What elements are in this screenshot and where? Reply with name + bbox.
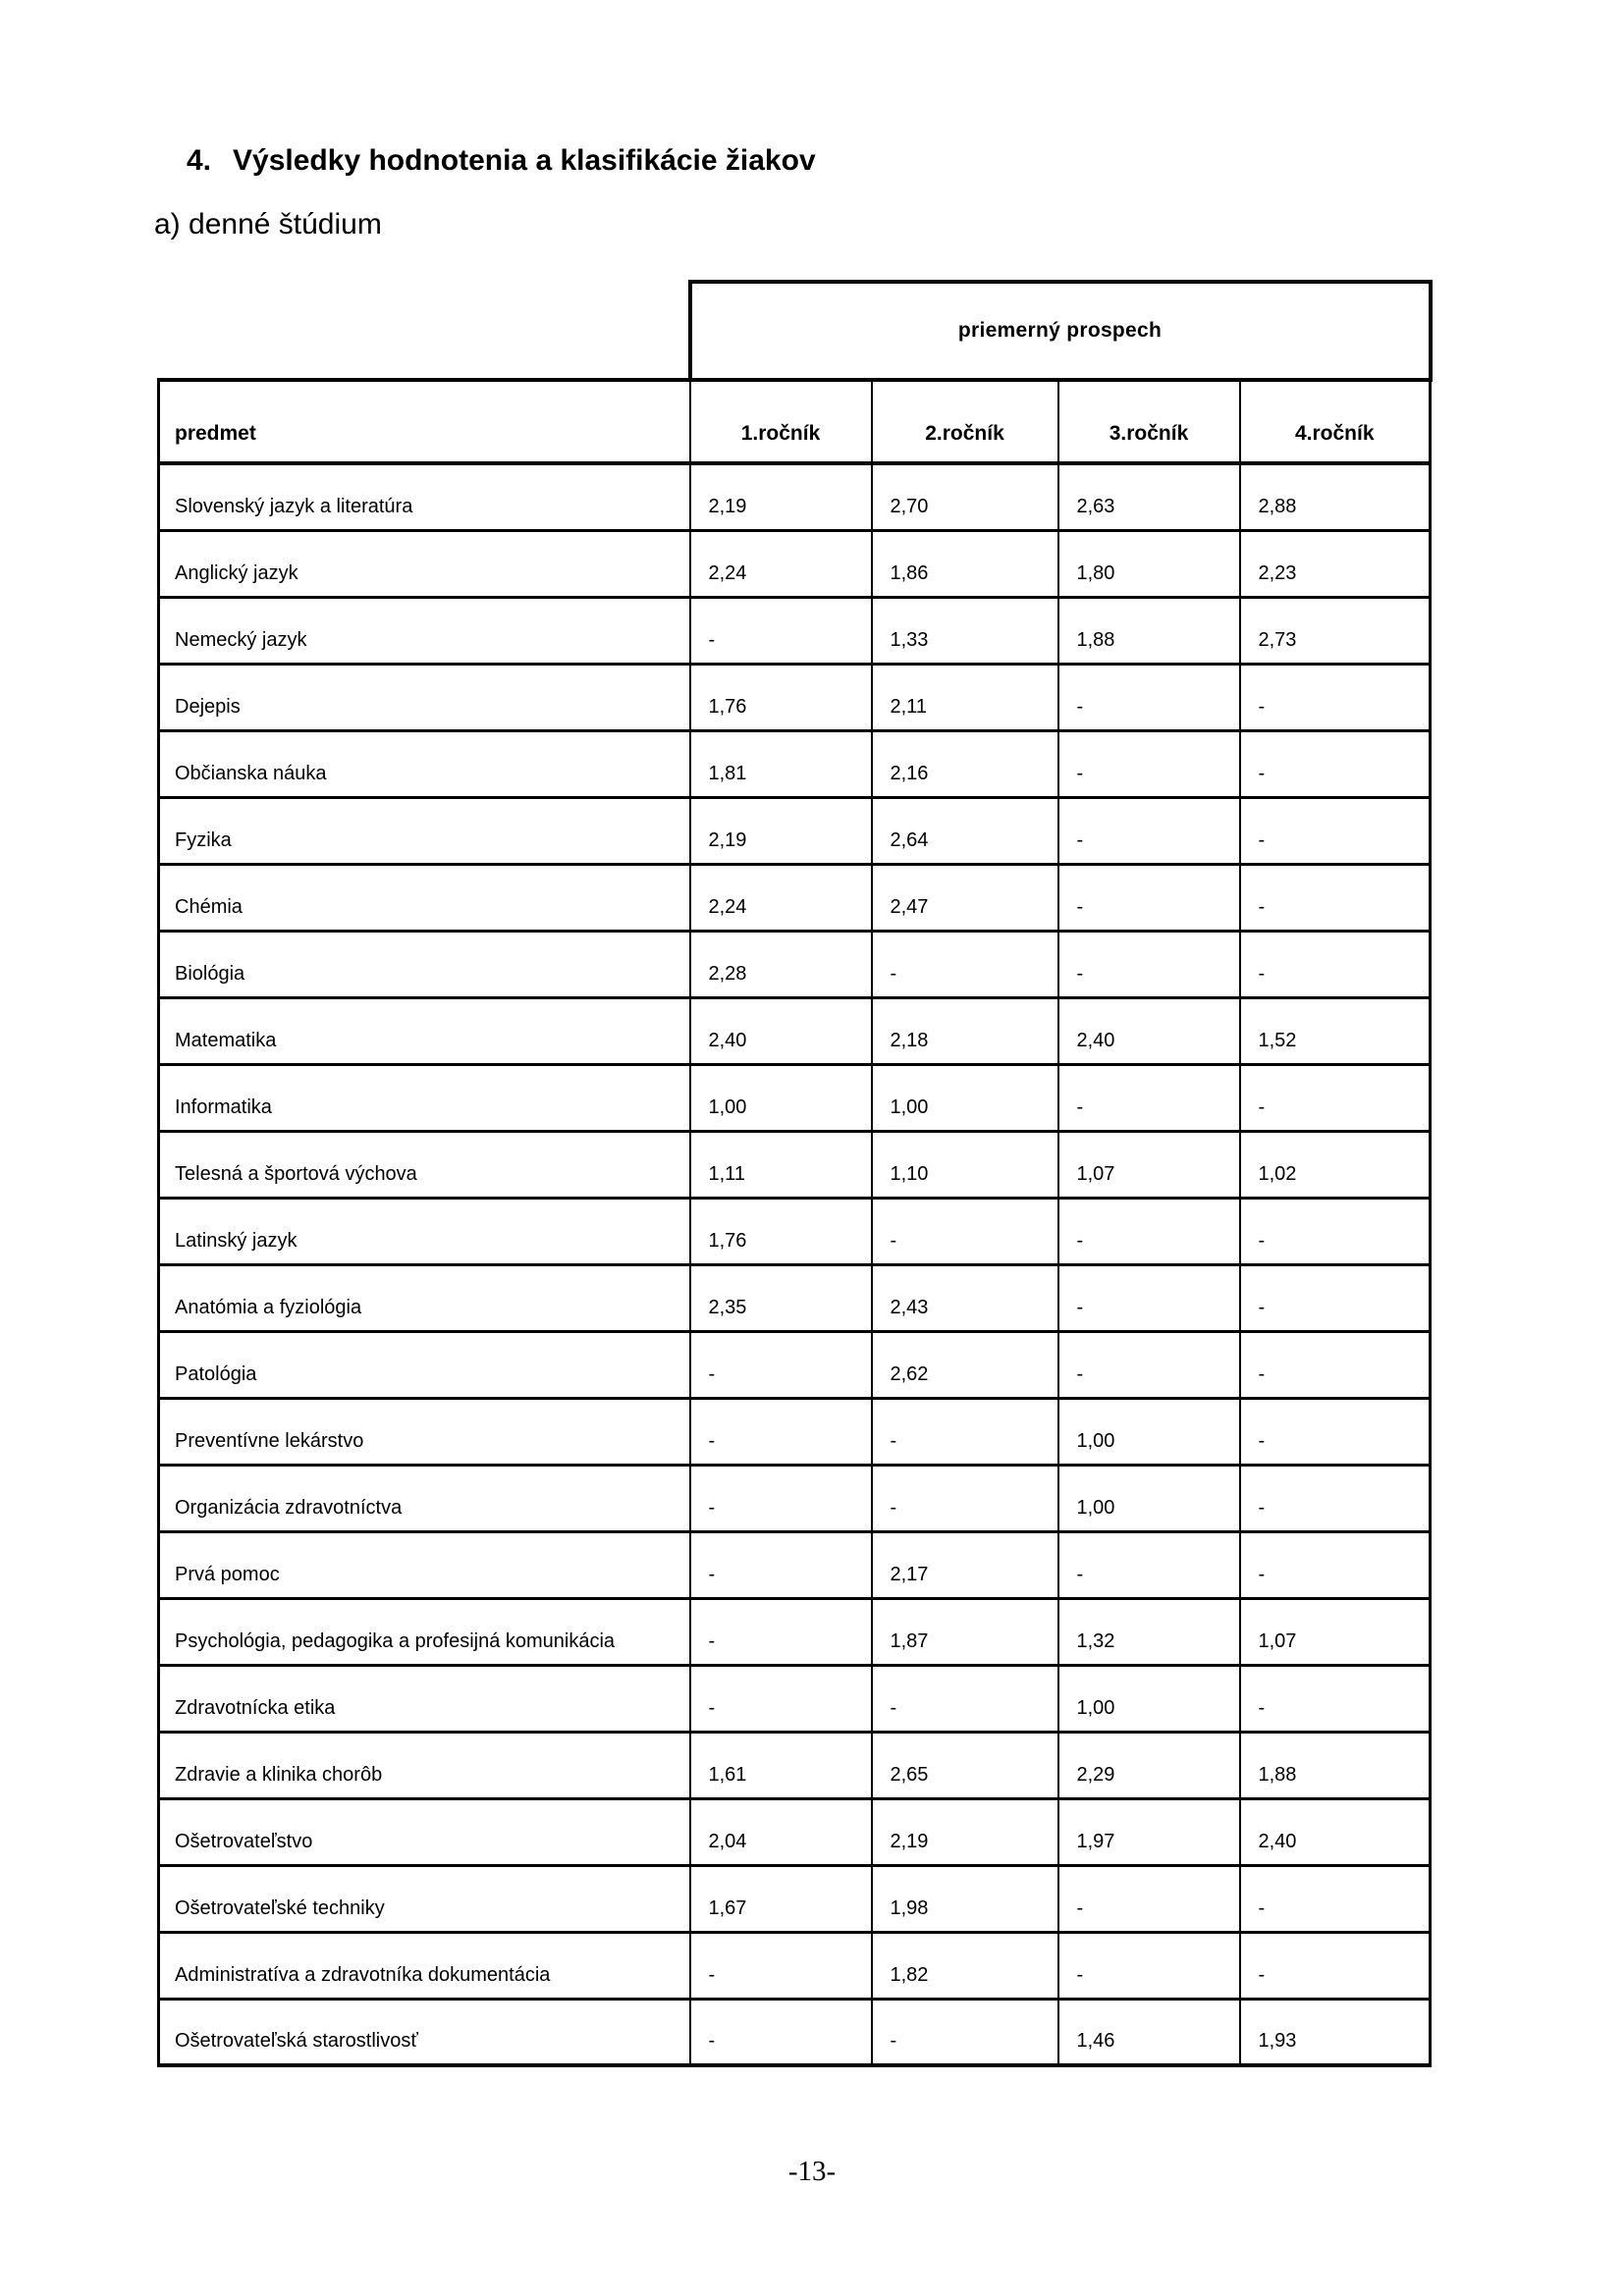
table-row (159, 1665, 1431, 1732)
grade-cell: - (690, 1465, 872, 1531)
grade-cell: 2,23 (1240, 530, 1431, 597)
grade-cell: 1,87 (872, 1598, 1058, 1665)
table-body (159, 463, 1431, 2065)
table-row (159, 1465, 1431, 1531)
grade-cell: - (690, 597, 872, 664)
grade-cell: 1,98 (872, 1865, 1058, 1932)
grade-cell: - (1058, 1865, 1240, 1932)
column-header-rocnik-2: 2.ročník (872, 380, 1058, 463)
grade-cell: 2,24 (690, 530, 872, 597)
subject-cell: Prvá pomoc (159, 1531, 690, 1598)
grade-cell: - (1240, 1531, 1431, 1598)
subject-cell: Telesná a športová výchova (159, 1131, 690, 1198)
grade-cell: 2,17 (872, 1531, 1058, 1598)
subject-cell: Organizácia zdravotníctva (159, 1465, 690, 1531)
grade-cell: 2,24 (690, 864, 872, 931)
grade-cell: 2,04 (690, 1798, 872, 1865)
grade-cell: - (872, 1665, 1058, 1732)
grade-cell: 2,19 (872, 1798, 1058, 1865)
grade-cell: - (690, 1999, 872, 2065)
page-subtitle: a) denné štúdium (154, 208, 382, 240)
table-row (159, 664, 1431, 730)
grade-cell: - (1240, 1932, 1431, 1999)
subject-cell: Administratíva a zdravotníka dokumentácia (159, 1932, 690, 1999)
page-number: -13- (787, 2156, 837, 2187)
table-row (159, 1264, 1431, 1331)
grade-cell: - (1240, 1865, 1431, 1932)
grade-cell: 1,61 (690, 1732, 872, 1798)
subject-cell: Zdravie a klinika chorôb (159, 1732, 690, 1798)
subject-cell: Informatika (159, 1064, 690, 1131)
grade-cell: 1,07 (1058, 1131, 1240, 1198)
subject-cell: Chémia (159, 864, 690, 931)
grade-cell: - (690, 1331, 872, 1398)
grade-cell: - (1240, 931, 1431, 997)
grade-cell: 2,63 (1058, 463, 1240, 530)
grade-cell: - (872, 1398, 1058, 1465)
table-row (159, 1198, 1431, 1264)
page-title-text: Výsledky hodnotenia a klasifikácie žiakov (233, 144, 816, 177)
table-row (159, 1732, 1431, 1798)
grade-cell: 2,40 (1240, 1798, 1431, 1865)
table-row (159, 463, 1431, 530)
grade-cell: - (1058, 1531, 1240, 1598)
subject-cell: Fyzika (159, 797, 690, 864)
subject-cell: Anatómia a fyziológia (159, 1264, 690, 1331)
grade-cell: 1,97 (1058, 1798, 1240, 1865)
subject-cell: Dejepis (159, 664, 690, 730)
grade-cell: 1,00 (1058, 1465, 1240, 1531)
grade-cell: - (1240, 864, 1431, 931)
table-row (159, 1331, 1431, 1398)
grade-cell: - (872, 1999, 1058, 2065)
grade-cell: 2,16 (872, 730, 1058, 797)
grade-cell: - (1058, 730, 1240, 797)
grade-cell: 2,73 (1240, 597, 1431, 664)
table-row (159, 730, 1431, 797)
grade-cell: - (1240, 1331, 1431, 1398)
table-row (159, 997, 1431, 1064)
table-row (159, 1131, 1431, 1198)
subject-cell: Latinský jazyk (159, 1198, 690, 1264)
grade-cell: - (1058, 1064, 1240, 1131)
grade-cell: - (872, 931, 1058, 997)
grade-cell: - (1240, 1198, 1431, 1264)
grade-cell: 1,10 (872, 1131, 1058, 1198)
grade-cell: 1,81 (690, 730, 872, 797)
subject-cell: Preventívne lekárstvo (159, 1398, 690, 1465)
grade-cell: 2,88 (1240, 463, 1431, 530)
grade-cell: - (690, 1531, 872, 1598)
subject-cell: Občianska náuka (159, 730, 690, 797)
grade-cell: 2,43 (872, 1264, 1058, 1331)
subject-cell: Biológia (159, 931, 690, 997)
subject-cell: Nemecký jazyk (159, 597, 690, 664)
blank-corner-cell (159, 282, 690, 380)
grade-cell: - (872, 1198, 1058, 1264)
grade-cell: - (1058, 864, 1240, 931)
grade-cell: 1,93 (1240, 1999, 1431, 2065)
column-header-rocnik-3: 3.ročník (1058, 380, 1240, 463)
grade-cell: - (1058, 931, 1240, 997)
grade-cell: - (1240, 797, 1431, 864)
grade-cell: 1,46 (1058, 1999, 1240, 2065)
table-row (159, 1865, 1431, 1932)
grade-cell: - (1240, 1398, 1431, 1465)
column-header-rocnik-4: 4.ročník (1240, 380, 1431, 463)
subject-cell: Ošetrovateľstvo (159, 1798, 690, 1865)
table-row (159, 864, 1431, 931)
grade-cell: - (1240, 730, 1431, 797)
subject-cell: Anglický jazyk (159, 530, 690, 597)
grade-cell: - (690, 1598, 872, 1665)
subject-cell: Patológia (159, 1331, 690, 1398)
grade-cell: - (1240, 1064, 1431, 1131)
grade-cell: 2,19 (690, 797, 872, 864)
grade-cell: - (1058, 1264, 1240, 1331)
table-row (159, 931, 1431, 997)
table-row (159, 530, 1431, 597)
column-header-row (159, 380, 1431, 463)
grades-table (157, 280, 1433, 2067)
table-row (159, 1064, 1431, 1131)
column-header-predmet: predmet (159, 380, 690, 463)
grade-cell: 1,52 (1240, 997, 1431, 1064)
subject-cell: Zdravotnícka etika (159, 1665, 690, 1732)
grade-cell: 2,29 (1058, 1732, 1240, 1798)
group-header: priemerný prospech (690, 282, 1431, 380)
grade-cell: - (1240, 1465, 1431, 1531)
grade-cell: 1,80 (1058, 530, 1240, 597)
grade-cell: - (1058, 1331, 1240, 1398)
grade-cell: 1,88 (1240, 1732, 1431, 1798)
grade-cell: 1,67 (690, 1865, 872, 1932)
grade-cell: 2,70 (872, 463, 1058, 530)
table-row (159, 797, 1431, 864)
grade-cell: 1,88 (1058, 597, 1240, 664)
grade-cell: 2,11 (872, 664, 1058, 730)
grade-cell: - (1058, 1932, 1240, 1999)
subject-cell: Matematika (159, 997, 690, 1064)
subject-cell: Slovenský jazyk a literatúra (159, 463, 690, 530)
grade-cell: 1,11 (690, 1131, 872, 1198)
table-row (159, 1531, 1431, 1598)
table-row (159, 1999, 1431, 2065)
grade-cell: 2,40 (1058, 997, 1240, 1064)
grade-cell: - (1240, 664, 1431, 730)
grade-cell: 1,00 (872, 1064, 1058, 1131)
grade-cell: 1,07 (1240, 1598, 1431, 1665)
grade-cell: - (690, 1665, 872, 1732)
grade-cell: 1,00 (1058, 1665, 1240, 1732)
table-row (159, 1798, 1431, 1865)
grade-cell: 1,00 (1058, 1398, 1240, 1465)
grade-cell: 2,40 (690, 997, 872, 1064)
grade-cell: 2,65 (872, 1732, 1058, 1798)
grade-cell: - (690, 1398, 872, 1465)
grade-cell: - (872, 1465, 1058, 1531)
grade-cell: 1,76 (690, 1198, 872, 1264)
grade-cell: 2,47 (872, 864, 1058, 931)
page-title-number: 4. (187, 144, 212, 177)
table-row (159, 597, 1431, 664)
table-row (159, 1932, 1431, 1999)
grade-cell: 1,33 (872, 597, 1058, 664)
subject-cell: Ošetrovateľská starostlivosť (159, 1999, 690, 2065)
table-row (159, 1598, 1431, 1665)
grade-cell: - (1058, 664, 1240, 730)
grade-cell: 1,76 (690, 664, 872, 730)
grade-cell: 1,82 (872, 1932, 1058, 1999)
grade-cell: - (690, 1932, 872, 1999)
grade-cell: 2,19 (690, 463, 872, 530)
grade-cell: 1,02 (1240, 1131, 1431, 1198)
grade-cell: - (1240, 1264, 1431, 1331)
grade-cell: 2,35 (690, 1264, 872, 1331)
grade-cell: 1,00 (690, 1064, 872, 1131)
column-header-rocnik-1: 1.ročník (690, 380, 872, 463)
grade-cell: 1,86 (872, 530, 1058, 597)
grade-cell: - (1058, 1198, 1240, 1264)
subject-cell: Psychológia, pedagogika a profesijná komunikácia (159, 1598, 690, 1665)
group-header-row (159, 282, 1431, 380)
grade-cell: 2,62 (872, 1331, 1058, 1398)
grade-cell: 2,64 (872, 797, 1058, 864)
subject-cell: Ošetrovateľské techniky (159, 1865, 690, 1932)
grade-cell: - (1240, 1665, 1431, 1732)
page-title (187, 144, 816, 178)
grade-cell: 2,18 (872, 997, 1058, 1064)
grade-cell: - (1058, 797, 1240, 864)
table-row (159, 1398, 1431, 1465)
grade-cell: 1,32 (1058, 1598, 1240, 1665)
grade-cell: 2,28 (690, 931, 872, 997)
